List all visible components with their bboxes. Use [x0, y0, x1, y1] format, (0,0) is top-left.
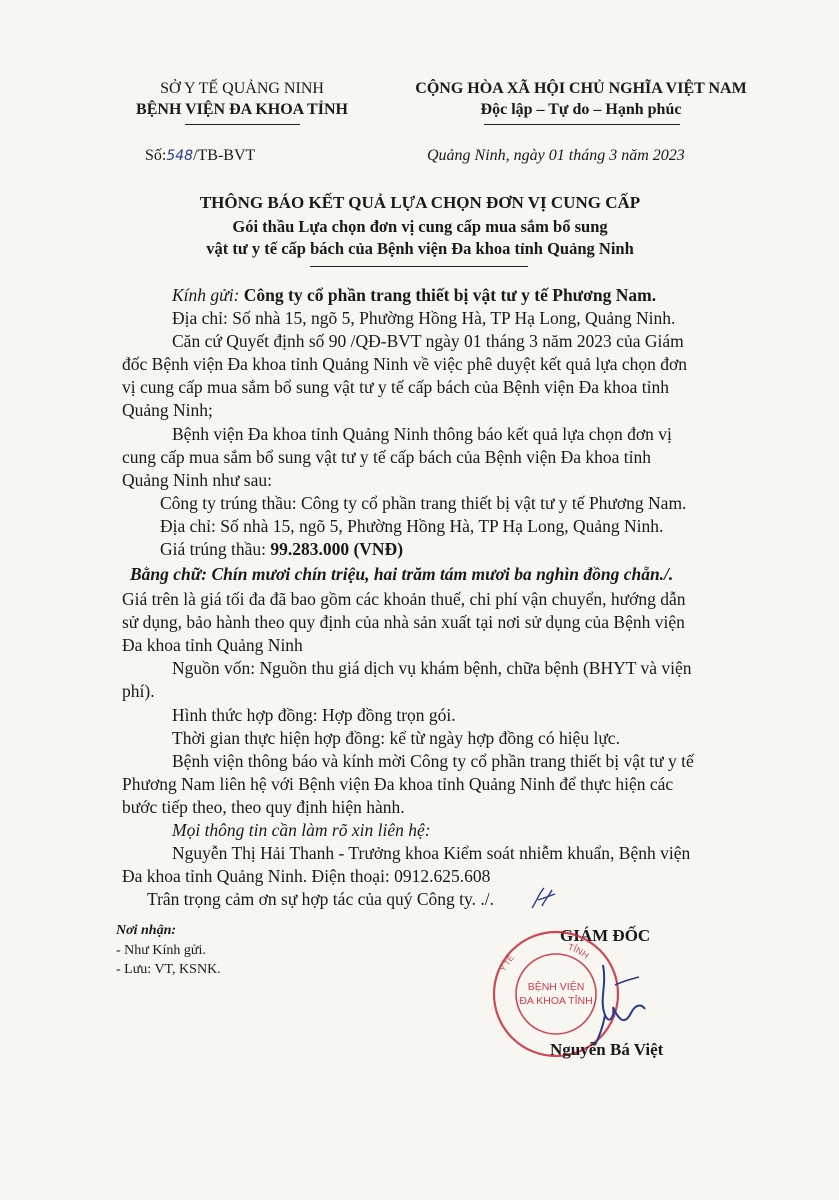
funding-line-1: Nguồn vốn: Nguồn thu giá dịch vụ khám bệnh, chữa bệnh (BHYT và viện — [172, 658, 692, 678]
doc-no-suffix: /TB-BVT — [193, 147, 256, 164]
signer-name: Nguyễn Bá Việt — [550, 1040, 664, 1059]
notice-line-2: cung cấp mua sắm bổ sung vật tư y tế cấp bách của Bệnh viện Đa khoa tỉnh — [122, 447, 651, 467]
notice-title: THÔNG BÁO KẾT QUẢ LỰA CHỌN ĐƠN VỊ CUNG CẤP — [199, 193, 641, 212]
contact-line-2: Đa khoa tỉnh Quảng Ninh. Điện thoại: 0912.625.608 — [122, 866, 491, 886]
winning-address: Địa chỉ: Số nhà 15, ngõ 5, Phường Hồng Hà, TP Hạ Long, Quảng Ninh. — [160, 516, 664, 536]
nation-title: CỘNG HÒA XÃ HỘI CHỦ NGHĨA VIỆT NAM — [415, 80, 747, 97]
addressee — [172, 285, 656, 306]
addressee-label: Kính gửi: — [172, 285, 240, 305]
recipients-label: Nơi nhận: — [116, 923, 177, 938]
notice-line-3: Quảng Ninh như sau: — [122, 470, 272, 490]
inclusion-line-1: Giá trên là giá tối đa đã bao gồm các khoản thuế, chi phí vận chuyển, hướng dẫn — [122, 589, 686, 609]
price-label: Giá trúng thầu: — [160, 539, 271, 559]
notice-subtitle-2: vật tư y tế cấp bách của Bệnh viện Đa khoa tỉnh Quảng Ninh — [206, 239, 634, 258]
recipient-item-2: - Lưu: VT, KSNK. — [116, 962, 221, 977]
contact-line-1: Nguyễn Thị Hải Thanh - Trưởng khoa Kiểm soát nhiễm khuẩn, Bệnh viện — [172, 843, 691, 863]
invite-line-3: bước tiếp theo, theo quy định hiện hành. — [122, 797, 405, 817]
contract-period: Thời gian thực hiện hợp đồng: kể từ ngày hợp đồng có hiệu lực. — [172, 728, 620, 748]
contract-type: Hình thức hợp đồng: Hợp đồng trọn gói. — [172, 705, 456, 725]
thanks-line: Trân trọng cảm ơn sự hợp tác của quý Công ty. ./. — [147, 889, 495, 909]
inclusion-line-2: sử dụng, bảo hành theo quy định của nhà sản xuất tại nơi sử dụng của Bệnh viện — [122, 612, 685, 632]
basis-line-2: đốc Bệnh viện Đa khoa tỉnh Quảng Ninh về việc phê duyệt kết quả lựa chọn đơn — [122, 354, 687, 374]
winning-company: Công ty trúng thầu: Công ty cổ phần trang thiết bị vật tư y tế Phương Nam. — [160, 493, 687, 513]
price-value: 99.283.000 (VNĐ) — [270, 539, 404, 559]
doc-no-handwritten: 548 — [166, 148, 194, 164]
invite-line-2: Phương Nam liên hệ với Bệnh viện Đa khoa tỉnh Quảng Ninh để thực hiện các — [122, 774, 674, 794]
org-parent: SỞ Y TẾ QUẢNG NINH — [160, 80, 324, 97]
price-in-words: Bằng chữ: Chín mươi chín triệu, hai trăm tám mươi ba nghìn đồng chẵn./. — [130, 564, 674, 584]
org-name: BỆNH VIỆN ĐA KHOA TỈNH — [136, 101, 348, 118]
inclusion-line-3: Đa khoa tỉnh Quảng Ninh — [122, 635, 303, 655]
initials-scribble — [528, 884, 558, 914]
basis-line-4: Quảng Ninh; — [122, 400, 213, 420]
winning-price — [160, 539, 403, 560]
basis-line-3: vị cung cấp mua sắm bổ sung vật tư y tế cấp bách của Bệnh viện Đa khoa tỉnh — [122, 377, 669, 397]
recipient-item-1: - Như Kính gửi. — [116, 943, 206, 958]
addressee-address: Địa chỉ: Số nhà 15, ngõ 5, Phường Hồng Hà, TP Hạ Long, Quảng Ninh. — [172, 308, 676, 328]
doc-no-prefix: Số: — [145, 147, 167, 164]
invite-line-1: Bệnh viện thông báo và kính mời Công ty cổ phần trang thiết bị vật tư y tế — [172, 751, 694, 771]
funding-line-2: phí). — [122, 681, 155, 701]
basis-line-1: Căn cứ Quyết định số 90 /QĐ-BVT ngày 01 tháng 3 năm 2023 của Giám — [172, 331, 684, 351]
notice-subtitle-1: Gói thầu Lựa chọn đơn vị cung cấp mua sắm bổ sung — [232, 217, 608, 236]
seal-center-line-1: BỆNH VIỆN — [527, 981, 585, 993]
document-date: Quảng Ninh, ngày 01 tháng 3 năm 2023 — [427, 147, 685, 164]
motto-underline — [484, 124, 680, 125]
addressee-company: Công ty cổ phần trang thiết bị vật tư y tế Phương Nam. — [239, 285, 657, 305]
org-underline — [185, 124, 300, 125]
seal-center-line-2: ĐA KHOA TỈNH — [519, 995, 593, 1007]
title-underline — [310, 266, 528, 267]
document-number — [145, 147, 255, 165]
seal-ring-text-left: Y TẾ — [498, 953, 516, 974]
nation-motto: Độc lập – Tự do – Hạnh phúc — [480, 101, 682, 118]
director-signature — [585, 955, 655, 1050]
contact-intro: Mọi thông tin cần làm rõ xin liên hệ: — [172, 820, 431, 840]
notice-line-1: Bệnh viện Đa khoa tỉnh Quảng Ninh thông báo kết quả lựa chọn đơn vị — [172, 424, 672, 444]
seal-ring-text-top: TỈNH — [566, 941, 591, 961]
signer-title: GIÁM ĐỐC — [560, 926, 651, 945]
